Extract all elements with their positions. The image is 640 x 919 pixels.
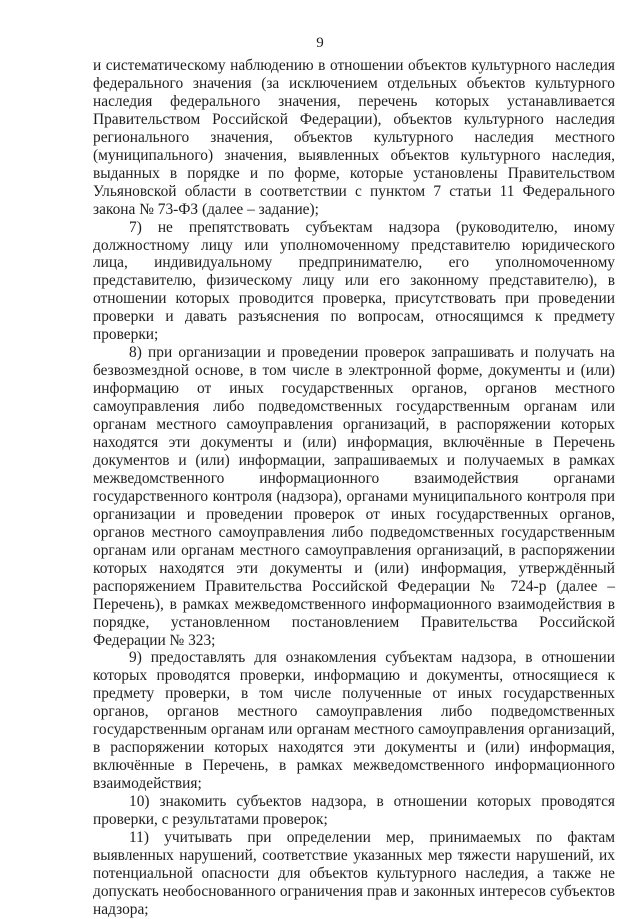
paragraph-item-9: 9) предоставлять для ознакомления субъектам надзора, в отношении которых проводятся проверки, информацию и документы, относящиеся к предмету проверки, в том числе полученные от иных государственных органов, органов местного самоуправления либо подведомственных государственным органам или органам местного самоуправления организаций, в распоряжении которых находятся эти документы и (или) информация, включённые в Перечень, в рамках межведомственного информационного взаимодействия; — [93, 649, 615, 793]
paragraph-continuation: и систематическому наблюдению в отношении объектов культурного наследия федерального значения (за исключением отдельных объектов культурного наследия федерального значения, перечень которых устанавливается Правительством Российской Федерации), объектов культурного наследия регионального значения, объектов культурного наследия местного (муниципального) значения, выявленных объектов культурного наследия, выданных в порядке и по форме, которые установлены Правительством Ульяновской области в соответствии с пунктом 7 статьи 11 Федерального закона № 73-ФЗ (далее – задание); — [93, 57, 615, 218]
page-number: 9 — [316, 35, 324, 51]
paragraph-item-10: 10) знакомить субъектов надзора, в отношении которых проводятся проверки, с результатами проверок; — [93, 793, 615, 829]
paragraph-item-7: 7) не препятствовать субъектам надзора (руководителю, иному должностному лицу или уполномоченному представителю юридического лица, индивидуальному предпринимателю, его уполномоченному представителю, физическому лицу или его законному представителю), в отношении которых проводится проверка, присутствовать при проведении проверки и давать разъяснения по вопросам, относящимся к предмету проверки; — [93, 218, 615, 344]
paragraph-item-8: 8) при организации и проведении проверок запрашивать и получать на безвозмездной основе, в том числе в электронной форме, документы и (или) информацию от иных государственных органов, органов местного самоуправления либо подведомственных государственным органам или органам местного самоуправления организаций, в распоряжении которых находятся эти документы и (или) информация, включённые в Перечень документов и (или) информации, запрашиваемых и получаемых в рамках межведомственного информационного взаимодействия органами государственного контроля (надзора), органами муниципального контроля при организации и проведении проверок от иных государственных органов, органов местного самоуправления либо подведомственных государственным органам или органам местного самоуправления организаций, в распоряжении которых находятся эти документы и (или) информация, утверждённый распоряжением Правительства Российской Федерации № 724-р (далее – Перечень), в рамках межведомственного информационного взаимодействия в порядке, установленном постановлением Правительства Российской Федерации № 323; — [93, 344, 615, 649]
paragraph-item-11: 11) учитывать при определении мер, принимаемых по фактам выявленных нарушений, соответствие указанных мер тяжести нарушений, их потенциальной опасности для объектов культурного наследия, а также не допускать необоснованного ограничения прав и законных интересов субъектов надзора; — [93, 828, 615, 918]
document-body — [93, 57, 615, 919]
